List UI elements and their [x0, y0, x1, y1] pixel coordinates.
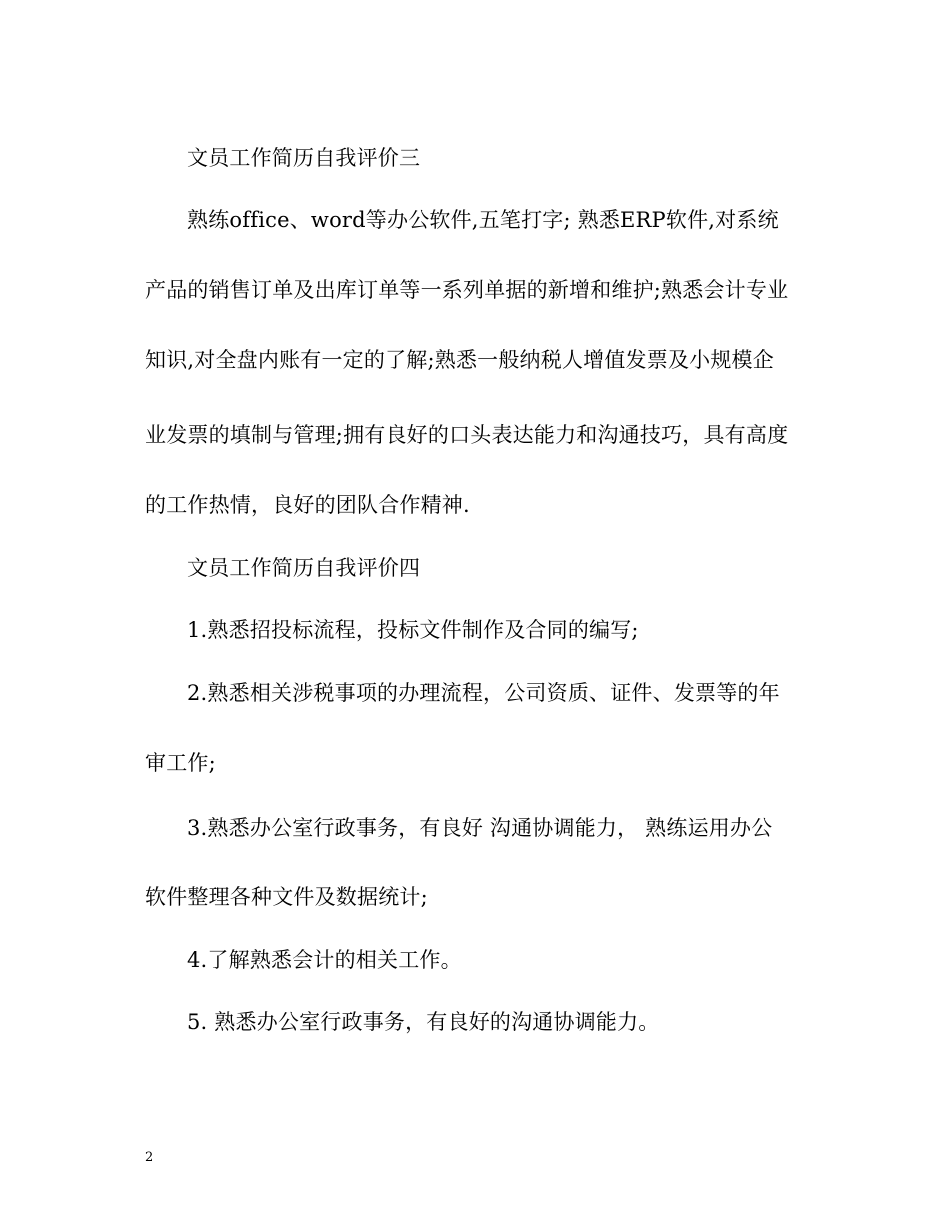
section-heading-4: 文员工作简历自我评价四 [187, 556, 421, 580]
list-item-1: 1.熟悉招投标流程，投标文件制作及合同的编写; [187, 618, 639, 642]
list-item-5: 5. 熟悉办公室行政事务，有良好的沟通协调能力。 [187, 1010, 660, 1034]
paragraph-line: 知识,对全盘内账有一定的了解;熟悉一般纳税人增值发票及小规模企 [145, 348, 774, 372]
list-item-3: 3.熟悉办公室行政事务，有良好 沟通协调能力， 熟练运用办公 [187, 816, 773, 840]
section-heading-3: 文员工作简历自我评价三 [187, 146, 421, 170]
paragraph-line: 的工作热情，良好的团队合作精神. [145, 493, 470, 517]
list-item-2: 2.熟悉相关涉税事项的办理流程，公司资质、证件、发票等的年 [187, 681, 780, 705]
paragraph-line: 产品的销售订单及出库订单等一系列单据的新增和维护;熟悉会计专业 [145, 278, 789, 302]
list-item-2-continued: 审工作; [145, 751, 216, 775]
list-item-4: 4.了解熟悉会计的相关工作。 [187, 948, 462, 972]
paragraph-line: 熟练office、word等办公软件,五笔打字; 熟悉ERP软件,对系统 [187, 208, 779, 232]
page-number: 2 [145, 1150, 154, 1165]
list-item-3-continued: 软件整理各种文件及数据统计; [145, 885, 428, 909]
paragraph-line: 业发票的填制与管理;拥有良好的口头表达能力和沟通技巧，具有高度 [145, 423, 789, 447]
